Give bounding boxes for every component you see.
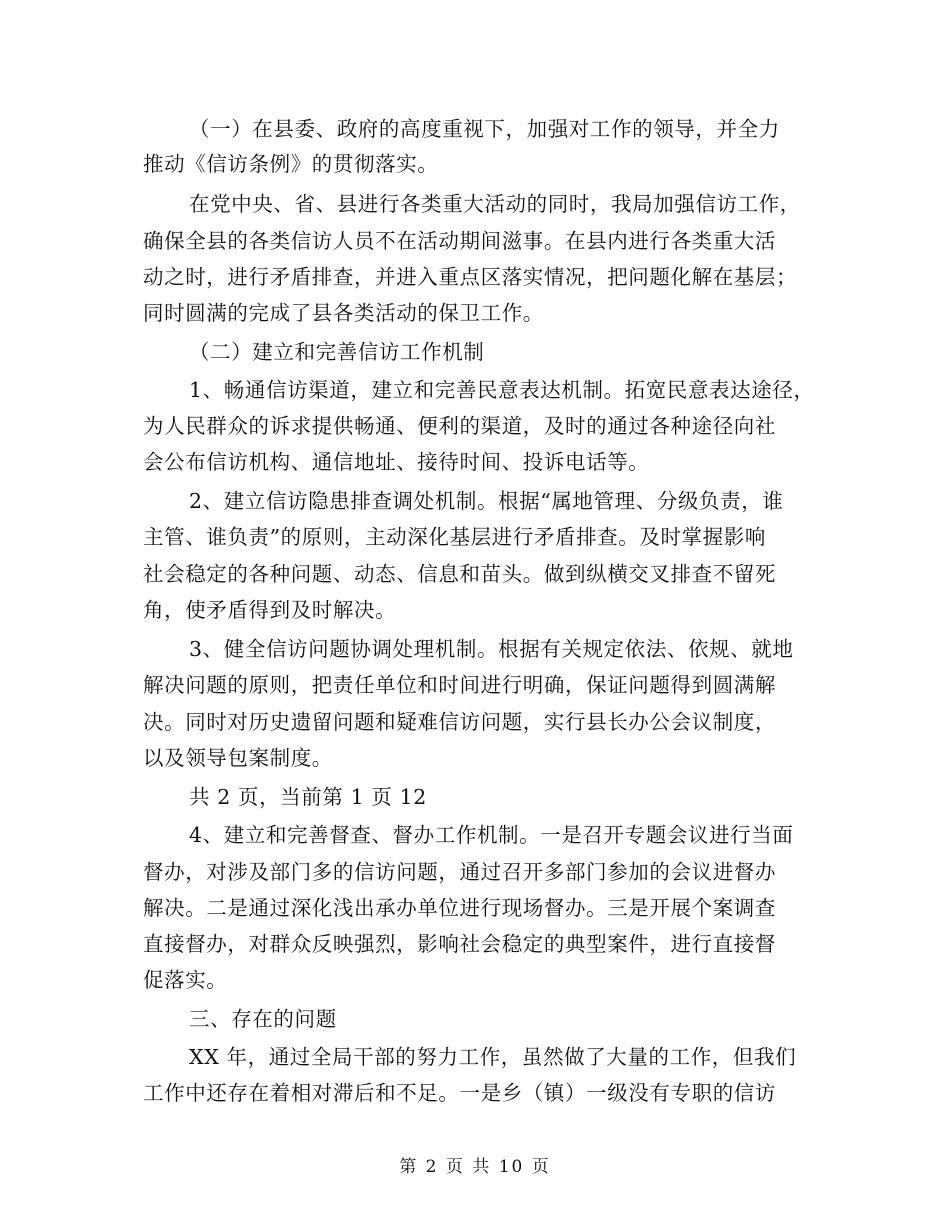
paragraph-line: 4、建立和完善督查、督办工作机制。一是召开专题会议进行当面 [189,823,794,847]
section-heading: （二）建立和完善信访工作机制 [189,340,485,364]
paragraph-line: 确保全县的各类信访人员不在活动期间滋事。在县内进行各类重大活 [143,229,776,253]
paragraph-line: 决。同时对历史遗留问题和疑难信访问题，实行县长办公会议制度， [143,710,776,734]
paragraph-line: 推动《信访条例》的贯彻落实。 [143,152,439,176]
paragraph-line: 主管、谁负责”的原则，主动深化基层进行矛盾排查。及时掌握影响 [143,525,766,549]
paragraph-line: （一）在县委、政府的高度重视下，加强对工作的领导，并全力 [189,117,780,141]
paragraph-line: 为人民群众的诉求提供畅通、便利的渠道，及时的通过各种途径向社 [143,414,776,438]
paragraph-line: 会公布信访机构、通信地址、接待时间、投诉电话等。 [143,450,650,474]
paragraph-line: 解决。二是通过深化浅出承办单位进行现场督办。三是开展个案调查 [143,896,776,920]
paragraph-line: 角，使矛盾得到及时解决。 [143,598,397,622]
paragraph-line: 以及领导包案制度。 [143,746,333,770]
paragraph-line: 在党中央、省、县进行各类重大活动的同时，我局加强信访工作， [189,192,801,216]
page-footer: 第 2 页 共 10 页 [399,1157,551,1177]
paragraph-line: XX 年，通过全局干部的努力工作，虽然做了大量的工作，但我们 [189,1045,797,1069]
paragraph-line: 解决问题的原则，把责任单位和时间进行明确，保证问题得到圆满解 [143,673,776,697]
paragraph-line: 督办，对涉及部门多的信访问题，通过召开多部门参加的会议进督办 [143,860,776,884]
paragraph-line: 促落实。 [143,968,228,992]
section-heading: 三、存在的问题 [189,1007,337,1031]
paragraph-line: 3、健全信访问题协调处理机制。根据有关规定依法、依规、就地 [189,637,794,661]
paragraph-line: 1、畅通信访渠道，建立和完善民意表达机制。拓宽民意表达途径， [189,378,815,402]
paragraph-line: 2、建立信访隐患排查调处机制。根据“属地管理、分级负责，谁 [189,489,784,513]
paragraph-line: 直接督办，对群众反映强烈，影响社会稳定的典型案件，进行直接督 [143,932,776,956]
page-count-note: 共 2 页，当前第 1 页 12 [189,785,427,809]
paragraph-line: 动之时，进行矛盾排查，并进入重点区落实情况，把问题化解在基层； [143,265,798,289]
paragraph-line: 同时圆满的完成了县各类活动的保卫工作。 [143,301,544,325]
paragraph-line: 工作中还存在着相对滞后和不足。一是乡（镇）一级没有专职的信访 [143,1081,776,1105]
paragraph-line: 社会稳定的各种问题、动态、信息和苗头。做到纵横交叉排查不留死 [143,562,776,586]
